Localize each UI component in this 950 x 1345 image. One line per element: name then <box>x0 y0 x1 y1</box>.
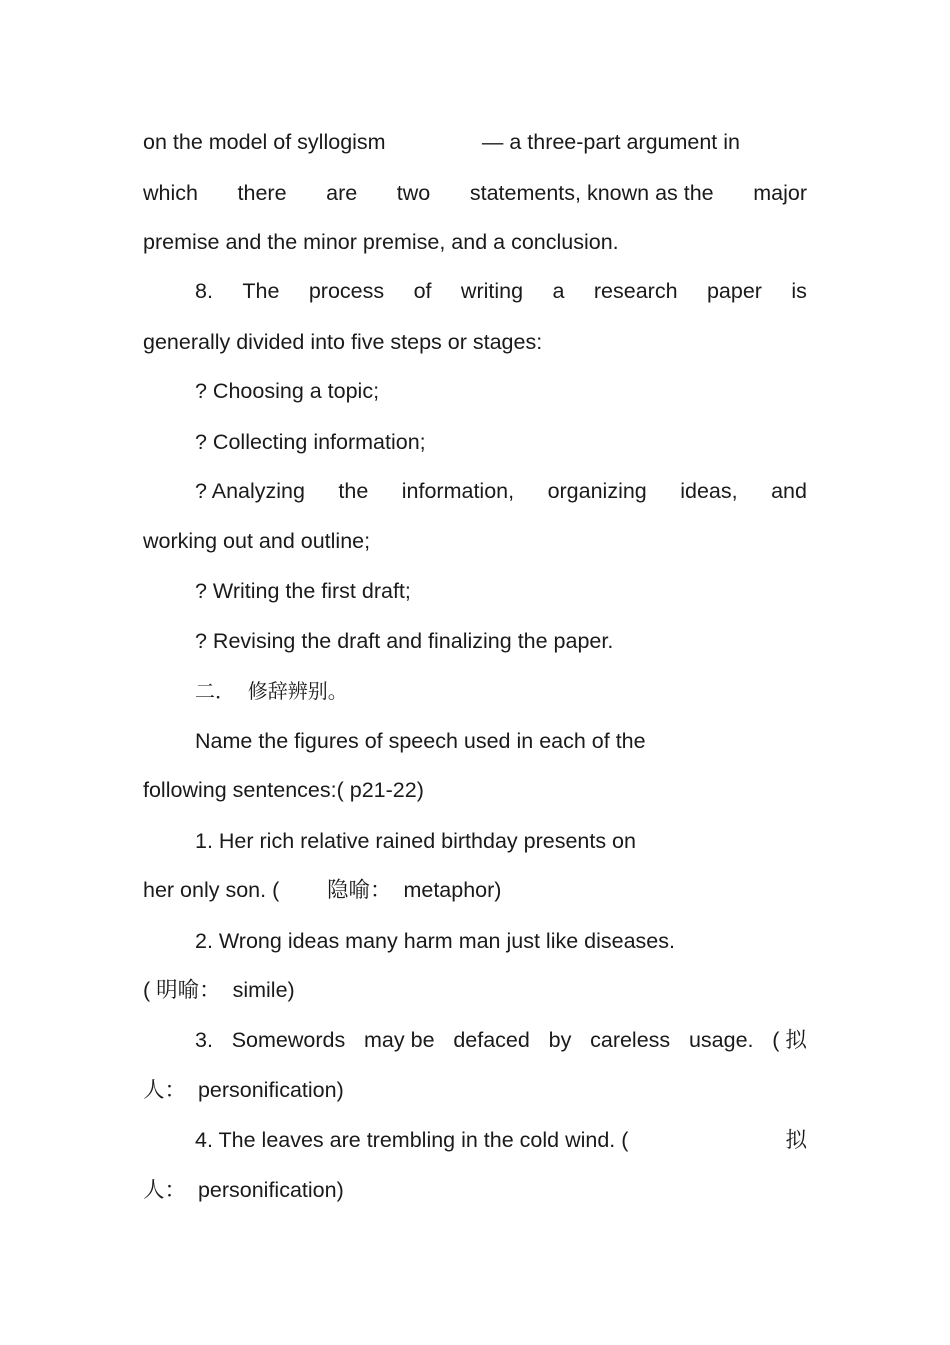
exercise-answer: ( 明喻： simile) <box>143 978 295 1002</box>
line-word: two <box>396 181 431 205</box>
line-word: 3. <box>195 1028 213 1052</box>
line-word: major <box>753 181 807 205</box>
line-word: process <box>308 279 385 303</box>
line-segment: on the model of syllogism <box>143 130 386 154</box>
line-segment: — a three-part argument in <box>481 130 740 154</box>
line-word: research <box>593 279 678 303</box>
paragraph-line <box>143 129 740 155</box>
line-word: organizing <box>547 479 647 503</box>
line-word: are <box>326 181 358 205</box>
paragraph-line: Name the figures of speech used in each of the <box>195 729 646 753</box>
line-word: defaced <box>453 1028 530 1052</box>
exercise-item: 2. Wrong ideas many harm man just like diseases. <box>195 929 675 953</box>
paragraph-line: premise and the minor premise, and a conclusion. <box>143 230 619 254</box>
line-word: ? Analyzing <box>195 479 305 503</box>
line-word: is <box>791 279 807 303</box>
exercise-item <box>195 1027 807 1053</box>
line-segment: 拟 <box>785 1128 807 1152</box>
paragraph-line: working out and outline; <box>143 529 371 553</box>
line-word: The <box>242 279 280 303</box>
line-segment: 4. The leaves are trembling in the cold wind. ( <box>195 1128 629 1152</box>
list-item: ? Writing the first draft; <box>195 579 411 603</box>
line-word: statements, known as the <box>469 181 714 205</box>
list-item <box>195 478 807 504</box>
line-word: usage. <box>688 1028 754 1052</box>
list-item: ? Revising the draft and finalizing the paper. <box>195 629 614 653</box>
line-word: information, <box>401 479 515 503</box>
exercise-item <box>195 1127 807 1153</box>
line-word: by <box>548 1028 572 1052</box>
exercise-answer: her only son. ( 隐喻： metaphor) <box>143 878 502 902</box>
line-word: ideas, <box>680 479 738 503</box>
paragraph-line <box>143 180 807 206</box>
section-heading: 二． 修辞辨别。 <box>195 679 348 703</box>
line-word: there <box>237 181 287 205</box>
list-item: ? Choosing a topic; <box>195 379 380 403</box>
line-word: writing <box>460 279 524 303</box>
line-word: Somewords <box>231 1028 346 1052</box>
line-word: ( 拟 <box>772 1028 807 1052</box>
paragraph-line: generally divided into five steps or stages: <box>143 330 543 354</box>
exercise-answer: 人： personification) <box>143 1078 344 1102</box>
line-word: 8. <box>195 279 213 303</box>
exercise-item: 1. Her rich relative rained birthday presents on <box>195 829 636 853</box>
line-word: careless <box>590 1028 671 1052</box>
paragraph-line <box>195 278 807 304</box>
line-word: and <box>771 479 807 503</box>
line-word: paper <box>706 279 762 303</box>
line-word: a <box>552 279 565 303</box>
line-word: may be <box>364 1028 435 1052</box>
line-word: of <box>413 279 432 303</box>
list-item: ? Collecting information; <box>195 430 426 454</box>
line-word: which <box>143 181 198 205</box>
exercise-answer: 人： personification) <box>143 1178 344 1202</box>
paragraph-line: following sentences:( p21-22) <box>143 778 424 802</box>
line-word: the <box>338 479 369 503</box>
